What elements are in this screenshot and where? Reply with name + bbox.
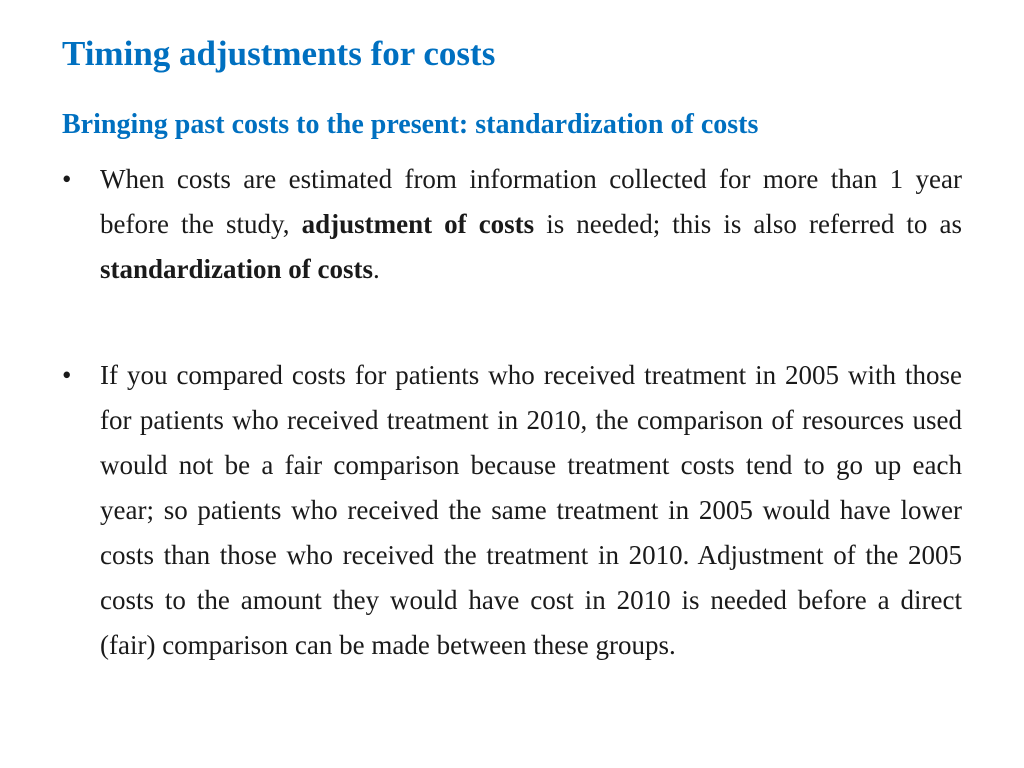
bold-term-standardization-of-costs: standardization of costs <box>100 254 374 284</box>
bullet-text-segment: is needed; this is also referred to as <box>534 209 962 239</box>
bullet-text-segment: . <box>373 254 380 284</box>
bullet-item-comparison-example <box>62 353 962 668</box>
bullet-text: If you compared costs for patients who received treatment in 2005 with those for patients who received treatment in 2010, the comparison of resources used would not be a fair comparison because treatment costs tend to go up each year; so patients who received the same treatment in 2005 would have lower costs than those who received the treatment in 2010. Adjustment of the 2005 costs to the amount they would have cost in 2010 is needed before a direct (fair) comparison can be made between these groups. <box>100 360 962 660</box>
bullet-dot-icon: • <box>62 164 72 194</box>
bullet-list <box>62 157 962 668</box>
slide-title: Timing adjustments for costs <box>62 34 496 73</box>
bullet-item-adjustment-definition <box>62 157 962 292</box>
bullet-text <box>100 164 962 284</box>
bullet-dot-icon: • <box>62 360 72 390</box>
slide-subtitle: Bringing past costs to the present: standardization of costs <box>62 109 759 140</box>
bold-term-adjustment-of-costs: adjustment of costs <box>301 209 535 239</box>
bullet-text-segment: When costs are estimated from information collected for more than 1 year before the study, <box>100 164 962 239</box>
